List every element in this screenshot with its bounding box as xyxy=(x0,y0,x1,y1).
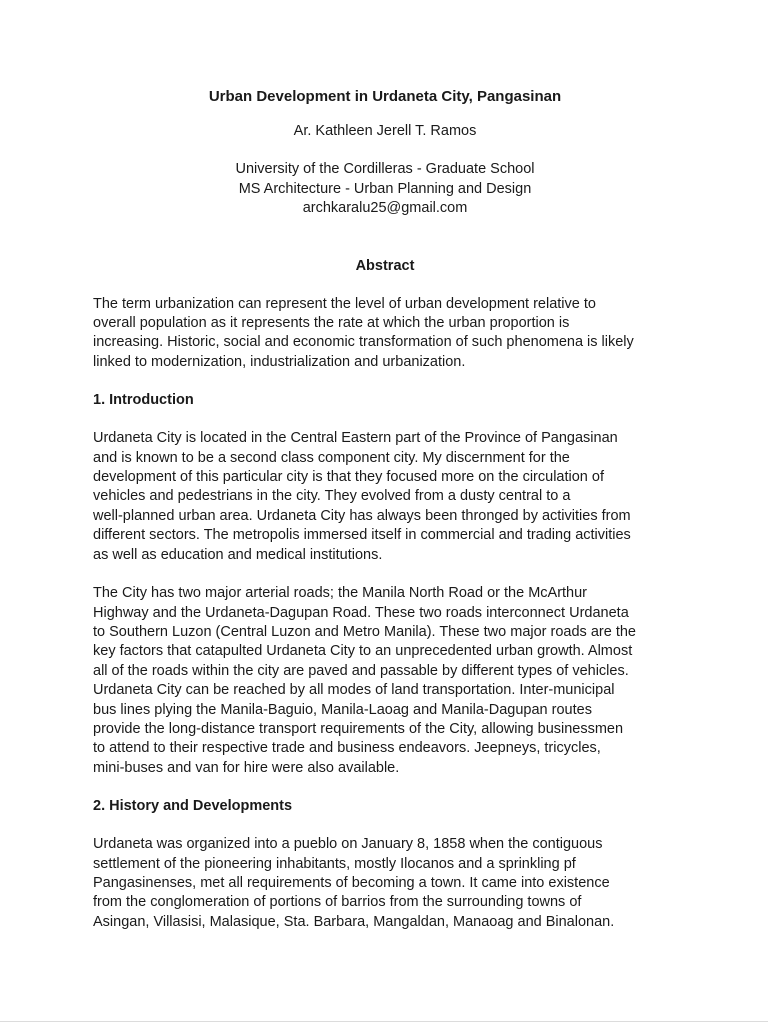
introduction-paragraph-1: Urdaneta City is located in the Central Eastern part of the Province of Pangasinan and is known to be a second class component city. My discernment for the development of this particular city is that they focused more on the circulation of vehicles and pedestrians in the city. They evolved from a dusty central to a well-planned urban area. Urdaneta City has always been thronged by activities from different sectors. The metropolis immersed itself in commercial and trading activities as well as education and medical institutions. xyxy=(93,430,631,563)
section-heading-history: 2. History and Developments xyxy=(93,798,293,815)
document-title: Urban Development in Urdaneta City, Pangasinan xyxy=(208,88,562,105)
page-bottom-divider xyxy=(0,1021,768,1022)
document-content xyxy=(93,84,677,932)
affiliation-university: University of the Cordilleras - Graduate School xyxy=(235,161,535,178)
abstract-heading: Abstract xyxy=(355,257,415,274)
section-heading-introduction: 1. Introduction xyxy=(93,392,194,409)
introduction-paragraph-2: The City has two major arterial roads; the Manila North Road or the McArthur Highway and the Urdaneta-Dagupan Road. These two roads interconnect Urdaneta to Southern Luzon (Central Luzon and Metro Manila). These two major roads are the key factors that catapulted Urdaneta City to an unprecedented urban growth. Almost all of the roads within the city are paved and passable by different types of vehicles. Urdaneta City can be reached by all modes of land transportation. Inter-municipal bus lines plying the Manila-Baguio, Manila-Laoag and Manila-Dagupan routes provide the long-distance transport requirements of the City, allowing businessmen to attend to their respective trade and business endeavors. Jeepneys, tricycles, mini-buses and van for hire were also available. xyxy=(93,585,636,776)
affiliation-block xyxy=(93,160,677,218)
author-name: Ar. Kathleen Jerell T. Ramos xyxy=(293,123,477,139)
author-email: archkaralu25@gmail.com xyxy=(302,200,468,217)
affiliation-program: MS Architecture - Urban Planning and Design xyxy=(238,180,532,197)
abstract-text: The term urbanization can represent the level of urban development relative to overall population as it represents the rate at which the urban proportion is increasing. Historic, social and economic transformation of such phenomena is likely linked to modernization, industrialization and urbanization. xyxy=(93,295,634,370)
history-paragraph-1: Urdaneta was organized into a pueblo on January 8, 1858 when the contiguous settlement of the pioneering inhabitants, mostly Ilocanos and a sprinkling pf Pangasinenses, met all requirements of becoming a town. It came into existence from the conglomeration of portions of barrios from the surrounding towns of Asingan, Villasisi, Malasique, Sta. Barbara, Mangaldan, Manaoag and Binalonan. xyxy=(93,836,615,930)
